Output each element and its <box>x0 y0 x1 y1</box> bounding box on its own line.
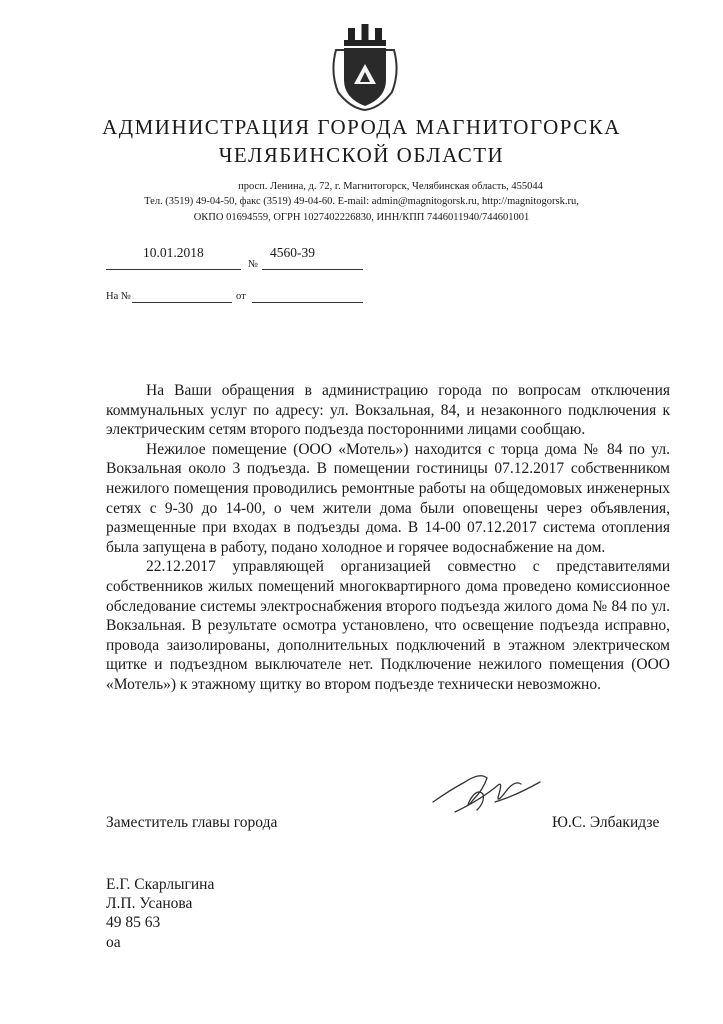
signatory-position: Заместитель главы города <box>106 814 278 831</box>
letter-body <box>106 381 670 695</box>
executor-phone: 49 85 63 <box>106 914 161 931</box>
city-coat-of-arms-icon <box>330 22 400 112</box>
reference-underline <box>132 302 232 303</box>
typist-initials: оа <box>106 934 121 951</box>
signatory-name: Ю.С. Элбакидзе <box>552 814 660 831</box>
paragraph-3: 22.12.2017 управляющей организацией совместно с представителями собственников жилых помещений многоквартирного дома проведено комиссионное обследование системы электроснабжения второго подъезда жилого дома № 84 по ул. Вокзальная. В результате осмотра установлено, что освещение подъезда исправно, провода заизолированы, дополнительных подключений в этажном электрическом щитке и подъездном выключателе нет. Подключение нежилого помещения (ООО «Мотель») к этажному щитку во втором подъезде технически невозможно. <box>106 558 670 693</box>
outgoing-number: 4560-39 <box>270 245 315 260</box>
organization-address: просп. Ленина, д. 72, г. Магнитогорск, Челябинская область, 455044 <box>238 181 543 192</box>
organization-phones: Тел. (3519) 49-04-50, факс (3519) 49-04-60. E-mail: admin@magnitogorsk.ru, http://magnitogorsk.ru, <box>144 196 579 207</box>
paragraph-1: На Ваши обращения в администрацию города по вопросам отключения коммунальных услуг по адресу: ул. Вокзальная, 84, и незаконного подключения к электрическим сетям второго подъезда посторонними лицами сообщаю. <box>106 382 670 439</box>
from-label: от <box>236 291 246 302</box>
number-label: № <box>248 259 259 270</box>
from-underline <box>252 302 363 303</box>
handwritten-signature <box>425 760 545 820</box>
executor-name-1: Е.Г. Скарлыгина <box>106 876 215 893</box>
number-underline <box>262 269 363 270</box>
organization-codes: ОКПО 01694559, ОГРН 1027402226830, ИНН/КПП 7446011940/744601001 <box>193 212 530 223</box>
date-underline <box>106 269 241 270</box>
reference-label: На № <box>106 291 131 302</box>
executor-name-2: Л.П. Усанова <box>106 895 193 912</box>
organization-title: АДМИНИСТРАЦИЯ ГОРОДА МАГНИТОГОРСКА <box>102 115 621 139</box>
organization-region: ЧЕЛЯБИНСКОЙ ОБЛАСТИ <box>218 143 505 167</box>
outgoing-date: 10.01.2018 <box>143 245 204 260</box>
paragraph-2: Нежилое помещение (ООО «Мотель») находится с торца дома № 84 по ул. Вокзальная около 3 подъезда. В помещении гостиницы 07.12.2017 собственником нежилого помещения проводились ремонтные работы на общедомовых инженерных сетях с 9-30 до 14-00, о чем жители дома были оповещены через объявления, размещенные при входах в подъезды дома. В 14-00 07.12.2017 система отопления была запущена в работу, подано холодное и горячее водоснабжение на дом. <box>106 440 670 556</box>
